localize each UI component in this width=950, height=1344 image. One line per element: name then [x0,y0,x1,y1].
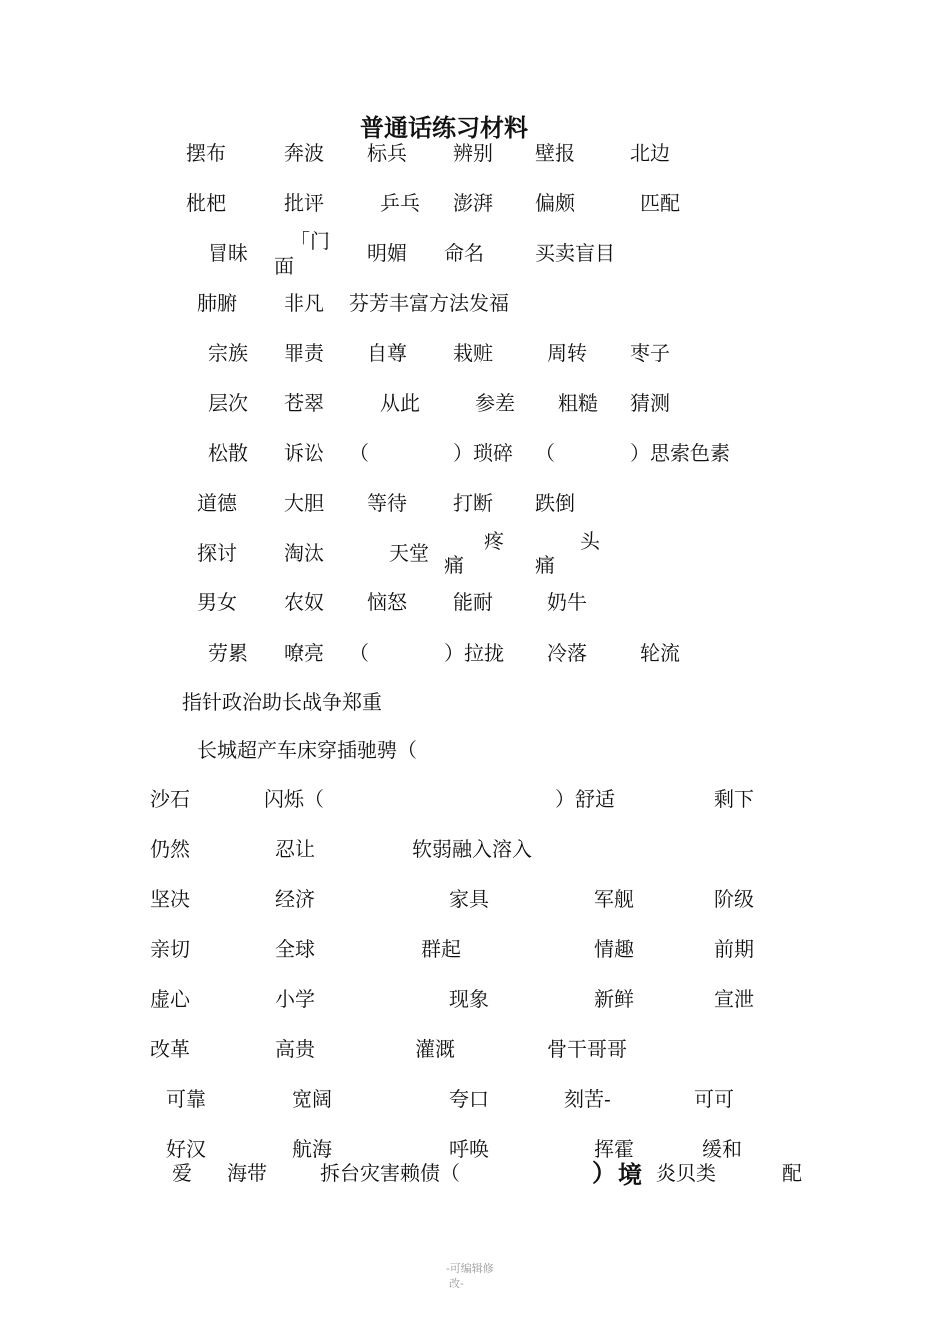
word: 奶牛 [547,590,587,614]
word: 苍翠 [284,391,324,415]
word: 虚心 [150,987,190,1011]
word: 批评 [284,191,324,215]
word: 栽赃 [453,341,493,365]
word: 航海 [292,1137,332,1161]
word: 周转 [547,341,587,365]
word: 大胆 [284,491,324,515]
word: 猜测 [630,391,670,415]
word: 群起 [421,937,461,961]
word: 农奴 [284,590,324,614]
word: 海带 [227,1161,267,1185]
word-line: 指针政治助长战争郑重 [182,690,382,714]
word-line: 长城超产车床穿插驰骋（ [197,738,417,762]
word: 宣泄 [714,987,754,1011]
word: 全球 [275,937,315,961]
word: 现象 [449,987,489,1011]
word: 配 [782,1161,802,1185]
word: 好汉 [166,1137,206,1161]
word: 男女 [197,590,237,614]
word: 参差 [475,391,515,415]
word: 面 [274,254,294,278]
word: 新鲜 [594,987,634,1011]
word: 宗族 [208,341,248,365]
word: 芬芳丰富方法发福 [349,291,509,315]
word: 「门 [290,229,330,253]
word: 买卖盲目 [535,241,615,265]
word: 能耐 [453,590,493,614]
word: 坚决 [150,887,190,911]
paren: （ [349,441,369,465]
word: ）拉拢 [444,641,504,665]
word: 明媚 [367,241,407,265]
word: 灌溉 [415,1037,455,1061]
word: 劳累 [208,641,248,665]
word: 壁报 [535,141,575,165]
paren: （ [535,441,555,465]
paren: （ [349,641,369,665]
paren: ） [592,1158,616,1187]
word: 轮流 [640,641,680,665]
word: 宽阔 [292,1087,332,1111]
word: 诉讼 [284,441,324,465]
word: 恼怒 [367,590,407,614]
word: 情趣 [594,937,634,961]
word: 缓和 [702,1137,742,1161]
word: 阶级 [714,887,754,911]
footer-note-1: -可编辑修 [446,1262,494,1275]
word: 粗糙 [558,391,598,415]
word: 冷落 [547,641,587,665]
word: 忍让 [275,837,315,861]
word: 境 [618,1160,642,1189]
word: 改革 [150,1037,190,1061]
word: 嘹亮 [284,641,324,665]
word: 淘汰 [284,541,324,565]
word: 可靠 [166,1087,206,1111]
word: 自尊 [367,341,407,365]
word: 头 [580,529,600,553]
word: 夸口 [449,1087,489,1111]
word: 肺腑 [197,291,237,315]
word: ）思索色素 [630,441,730,465]
word: 罪责 [284,341,324,365]
word: 可可 [694,1087,734,1111]
word: 软弱融入溶入 [412,837,532,861]
word: 层次 [208,391,248,415]
word: 天堂 [389,541,429,565]
word: 家具 [449,887,489,911]
word: 沙石 [150,787,190,811]
word: 经济 [275,887,315,911]
word: 摆布 [186,141,226,165]
word: 爱 [172,1161,192,1185]
word: 辨别 [453,141,493,165]
word: 打断 [453,491,493,515]
word: 亲切 [150,937,190,961]
word: 小学 [275,987,315,1011]
word: 高贵 [275,1037,315,1061]
word: 剩下 [714,787,754,811]
word: 松散 [208,441,248,465]
word: 痛 [444,553,464,577]
word: 奔波 [284,141,324,165]
word: 北边 [630,141,670,165]
word: 炎贝类 [656,1161,716,1185]
word: 前期 [714,937,754,961]
word: 军舰 [594,887,634,911]
word: ）舒适 [555,787,615,811]
word: 从此 [380,391,420,415]
word: 刻苦- [564,1087,611,1111]
word: 冒昧 [208,241,248,265]
word: 跌倒 [535,491,575,515]
word: 闪烁（ [264,787,324,811]
word: 乒乓 [380,191,420,215]
word: 标兵 [367,141,407,165]
word: 枣子 [630,341,670,365]
word: 痛 [535,553,555,577]
word: 骨干哥哥 [547,1037,627,1061]
page-title: 普通话练习材料 [360,113,528,142]
word: 道德 [197,491,237,515]
word: 澎湃 [453,191,493,215]
word: 仍然 [150,837,190,861]
word: 偏颇 [535,191,575,215]
word: 非凡 [284,291,324,315]
footer-note-2: 改- [449,1277,464,1290]
word: 探讨 [197,541,237,565]
word: 命名 [444,241,484,265]
word: 呼唤 [449,1137,489,1161]
word: 疼 [484,529,504,553]
word: 匹配 [640,191,680,215]
word: 挥霍 [594,1137,634,1161]
word: 等待 [367,491,407,515]
word: ）琐碎 [453,441,513,465]
word: 枇杷 [186,191,226,215]
word: 拆台灾害赖债（ [320,1161,460,1185]
